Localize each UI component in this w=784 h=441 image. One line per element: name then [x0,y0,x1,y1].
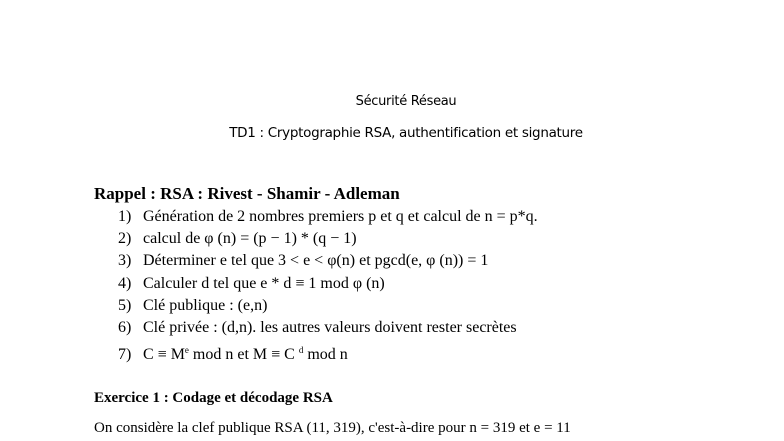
step-number: 6) [118,318,132,336]
exponent-e: e [184,345,189,356]
list-item [118,295,538,317]
rsa-steps-list [118,206,538,364]
step-text: Clé privée : (d,n). les autres valeurs doivent rester secrètes [143,318,517,336]
exponent-d: d [298,345,304,356]
list-item [118,273,538,295]
step-text-part: mod n et M ≡ C [188,346,299,364]
step-text-part: C ≡ M [143,346,185,364]
list-item [118,339,538,364]
exercise-1-text: On considère la clef publique RSA (11, 319), c'est-à-dire pour n = 319 et e = 11 [94,420,571,436]
step-number: 3) [118,252,132,270]
step-number: 5) [118,296,132,314]
exercise-1-heading: Exercice 1 : Codage et décodage RSA [94,390,333,406]
list-item [118,317,538,339]
list-item [118,228,538,250]
td-title: TD1 : Cryptographie RSA, authentification et signature [229,125,583,141]
rappel-heading: Rappel : RSA : Rivest - Shamir - Adleman [94,184,400,203]
step-text: Génération de 2 nombres premiers p et q et calcul de n = p*q. [143,208,538,225]
course-title: Sécurité Réseau [355,94,457,109]
step-text: Clé publique : (e,n) [143,296,268,314]
step-text-part: mod n [303,346,348,364]
list-item [118,206,538,228]
step-text: Calculer d tel que e * d ≡ 1 mod φ (n) [143,274,385,292]
step-number: 7) [118,346,132,364]
step-number: 2) [118,230,132,248]
step-number: 4) [118,274,132,292]
step-text: calcul de φ (n) = (p − 1) * (q − 1) [143,230,357,248]
step-number: 1) [118,208,132,225]
list-item [118,250,538,272]
step-text: Déterminer e tel que 3 < e < φ(n) et pgcd(e, φ (n)) = 1 [143,252,489,270]
